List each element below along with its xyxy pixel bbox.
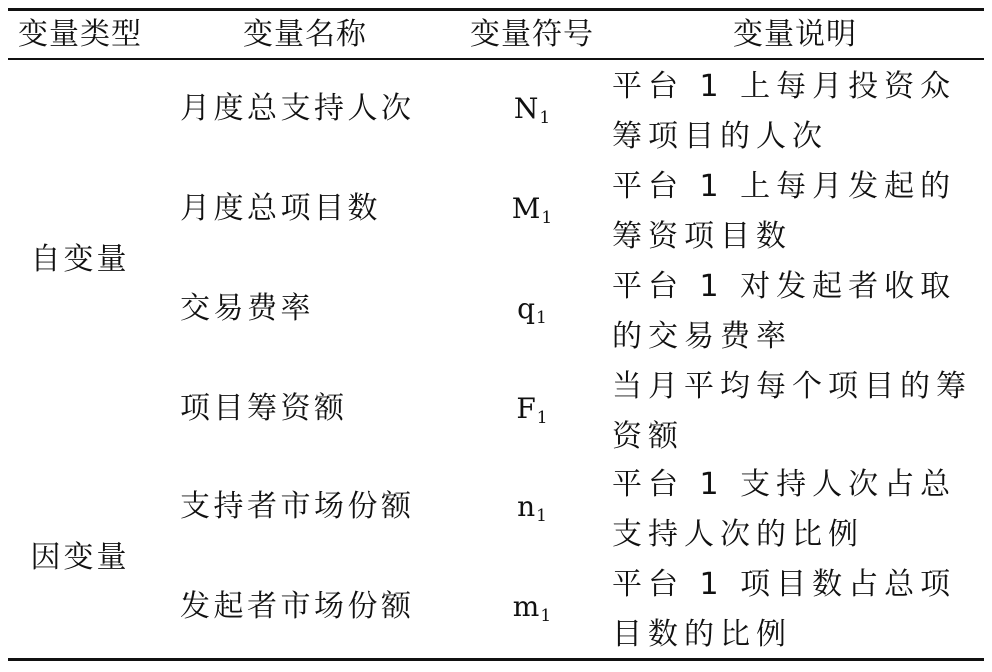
row-2-description: 平台 1 上每月发起的筹资项目数 (612, 169, 957, 254)
header-variable-description: 变量说明 (733, 17, 857, 52)
table-bottom-rule (8, 658, 984, 661)
row-4-name: 项目筹资额 (180, 391, 348, 426)
variable-table (8, 8, 984, 662)
header-variable-type: 变量类型 (18, 17, 142, 52)
row-1-symbol: $N_1$ (513, 92, 551, 128)
row-2-name: 月度总项目数 (180, 191, 381, 226)
row-1-description: 平台 1 上每月投资众筹项目的人次 (612, 69, 957, 154)
row-6-name: 发起者市场份额 (180, 589, 415, 624)
row-1-name: 月度总支持人次 (180, 91, 415, 126)
group-label-dependent: 因变量 (30, 540, 130, 575)
row-2-symbol: $M_1$ (511, 192, 553, 228)
row-6-symbol: $m_1$ (512, 590, 552, 626)
row-3-description: 平台 1 对发起者收取的交易费率 (612, 269, 957, 354)
table-header-rule (8, 58, 984, 60)
row-6-description: 平台 1 项目数占总项目数的比例 (612, 567, 957, 652)
row-5-name: 支持者市场份额 (180, 489, 415, 524)
row-5-description: 平台 1 支持人次占总支持人次的比例 (612, 467, 957, 552)
row-5-symbol: $n_1$ (517, 490, 547, 526)
row-4-description: 当月平均每个项目的筹资额 (612, 369, 972, 454)
row-3-name: 交易费率 (180, 291, 314, 326)
header-variable-name: 变量名称 (243, 17, 367, 52)
row-3-symbol: $q_1$ (517, 292, 547, 328)
group-label-independent: 自变量 (30, 242, 130, 277)
header-variable-symbol: 变量符号 (470, 17, 594, 52)
row-4-symbol: $F_1$ (516, 392, 548, 428)
